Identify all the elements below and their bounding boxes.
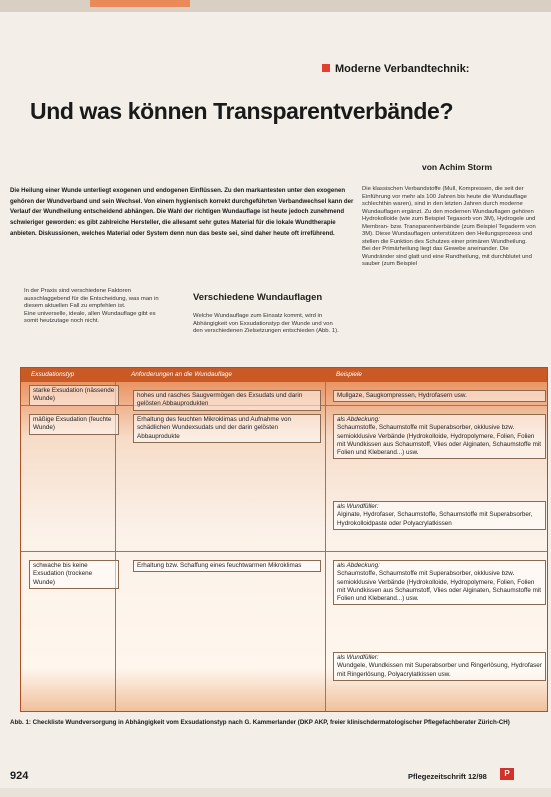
lead-paragraph bbox=[10, 186, 355, 240]
table-cell-anforderungen: hohes und rasches Saugvermögen des Exsudats und darin gelösten Abbauprodukten bbox=[133, 390, 321, 411]
footer-band bbox=[0, 788, 551, 797]
body-paragraph: Die klassischen Verbandstoffe (Mull, Kompressen, die seit der Einführung vor mehr als 100 Jahren bis heute die Wundauflage schlechthin waren), sind in den letzten Jahren durch moderne Wundauflagen ergänzt. Zu den modernen Wundauflagen gehören Hydrokolloide (wie zum Beispiel Tegasorb von 3M), Hydrogele und Membran- bzw. Transparentverbände (zum Beispiel Tegaderm von 3M). Diese Wundauflagen unterstützen den Heilungsprozess und stellen die Funktion des Schutzes einer primären Wundheilung. bbox=[362, 186, 536, 245]
table-cell-beispiele bbox=[333, 501, 546, 530]
beispiel-text: Schaumstoffe, Schaumstoffe mit Superabsorber, okklusive bzw. semiokklusive Verbände (Hydrokolloide, Hydropolymere, Folien, Folien mit Wundkissen aus Schaumstoff, Vlies oder Alginaten, Schaumstoffe mit Folien und Kleberand...) usw. bbox=[337, 424, 542, 457]
journal-logo-icon: P bbox=[500, 768, 514, 780]
table-cell-exsudation: mäßige Exsudation (feuchte Wunde) bbox=[29, 414, 119, 435]
beispiel-text: Schaumstoffe, Schaumstoffe mit Superabsorber, okklusive bzw. semiokklusive Verbände (Hydrokolloide, Hydropolymere, Folien, Folien mit Wundkissen aus Schaumstoff, Vlies oder Alginaten, Schaumstoffe mit Folien und Kleberand...) usw. bbox=[337, 570, 542, 603]
body-paragraph: In der Praxis sind verschiedene Faktoren ausschlaggebend für die Entscheidung, was man in diesem aktuellen Fall zu empfehlen ist. bbox=[24, 288, 159, 309]
page-number: 924 bbox=[10, 770, 29, 782]
header-tab-decoration bbox=[90, 0, 190, 7]
table-cell-anforderungen: Erhaltung bzw. Schaffung eines feuchtwarmen Mikroklimas bbox=[133, 560, 321, 572]
table-cell-beispiele bbox=[333, 560, 546, 605]
header-band bbox=[0, 0, 551, 12]
beispiel-text: Alginate, Hydrofaser, Schaumstoffe, Schaumstoffe mit Superabsorber, Hydrokolloidpaste oder Polyacrylatkissen bbox=[337, 511, 533, 527]
header-beispiele: Beispiele bbox=[336, 371, 362, 378]
section-label bbox=[322, 63, 469, 75]
body-paragraph: Welche Wundauflage zum Einsatz kommt, wird in Abhängigkeit von Exsudationstyp der Wunde und von den verschiedenen Zielsetzungen entschieden (Abb. 1). bbox=[193, 313, 339, 334]
beispiel-kategorie: als Wundfüller: bbox=[337, 503, 379, 510]
table-header bbox=[21, 368, 547, 382]
figure-caption: Abb. 1: Checkliste Wundversorgung in Abhängigkeit vom Exsudationstyp nach G. Kammerlander (DKP AKP, freier klinischdermatologischer Pflegefachberater Zürich-CH) bbox=[10, 719, 510, 726]
table-cell-anforderungen: Erhaltung des feuchten Mikroklimas und Aufnahme von schädlichen Wundexsudats und der darin gelösten Abbauprodukte bbox=[133, 414, 321, 443]
section-label-text: Moderne Verbandtechnik: bbox=[335, 63, 470, 75]
author-byline: von Achim Storm bbox=[422, 162, 493, 172]
table-cell-beispiele bbox=[333, 414, 546, 459]
table-cell-exsudation: schwache bis keine Exsudation (trockene Wunde) bbox=[29, 560, 119, 589]
header-anforderungen: Anforderungen an die Wundauflage bbox=[131, 371, 232, 378]
article-title: Und was können Transparentverbände? bbox=[30, 98, 454, 124]
journal-name: Pflegezeitschrift 12/98 bbox=[408, 772, 487, 781]
body-column-left bbox=[24, 288, 170, 326]
subheading: Verschiedene Wundauflagen bbox=[193, 292, 323, 303]
checklist-table bbox=[20, 367, 548, 712]
header-exsudationstyp: Exsudationstyp bbox=[31, 371, 75, 378]
row-divider bbox=[21, 551, 547, 552]
body-paragraph: Bei der Primärheilung liegt das Gewebe aneinander. Die Wundränder sind glatt und eine Randheilung, mit durchblutet und sauber (zum Beispiel bbox=[362, 246, 532, 267]
red-square-icon bbox=[322, 64, 330, 72]
beispiel-kategorie: als Abdeckung: bbox=[337, 562, 380, 569]
body-paragraph: Eine universelle, ideale, allen Wundauflage gibt es somit heutzutage noch nicht. bbox=[24, 310, 156, 324]
table-cell-beispiele bbox=[333, 652, 546, 681]
column-divider bbox=[325, 382, 326, 711]
lead-text: Die Heilung einer Wunde unterliegt exogenen und endogenen Einflüssen. Zu den markantesten unter den exogenen gehören der Wundverband und sein Wechsel. Von einem hygienisch korrekt durchgeführten Verbandwechsel kann der Verlauf der Wundheilung entscheidend abhängen. Die Wahl der richtigen Wundauflage ist heute jedoch zunehmend schwieriger geworden: es gibt zahlreiche Hersteller, die allesamt sehr gutes Material für die lokale Wundtherapie anbieten. Diskussionen, welches Material oder System denn nun das beste sei, sind daher heute oft irreführend. bbox=[10, 187, 354, 237]
beispiel-kategorie: als Wundfüller: bbox=[337, 654, 379, 661]
beispiel-text: Wundgele, Wundkissen mit Superabsorber und Ringerlösung, Hydrofaser mit Ringerlösung, Polyacrylatkissen usw. bbox=[337, 662, 542, 678]
body-column-right bbox=[362, 186, 542, 269]
table-cell-beispiele: Mullgaze, Saugkompressen, Hydrofasern usw. bbox=[333, 390, 546, 402]
table-cell-exsudation: starke Exsudation (nässende Wunde) bbox=[29, 385, 119, 406]
body-column-middle bbox=[193, 313, 343, 336]
beispiel-kategorie: als Abdeckung: bbox=[337, 416, 380, 423]
